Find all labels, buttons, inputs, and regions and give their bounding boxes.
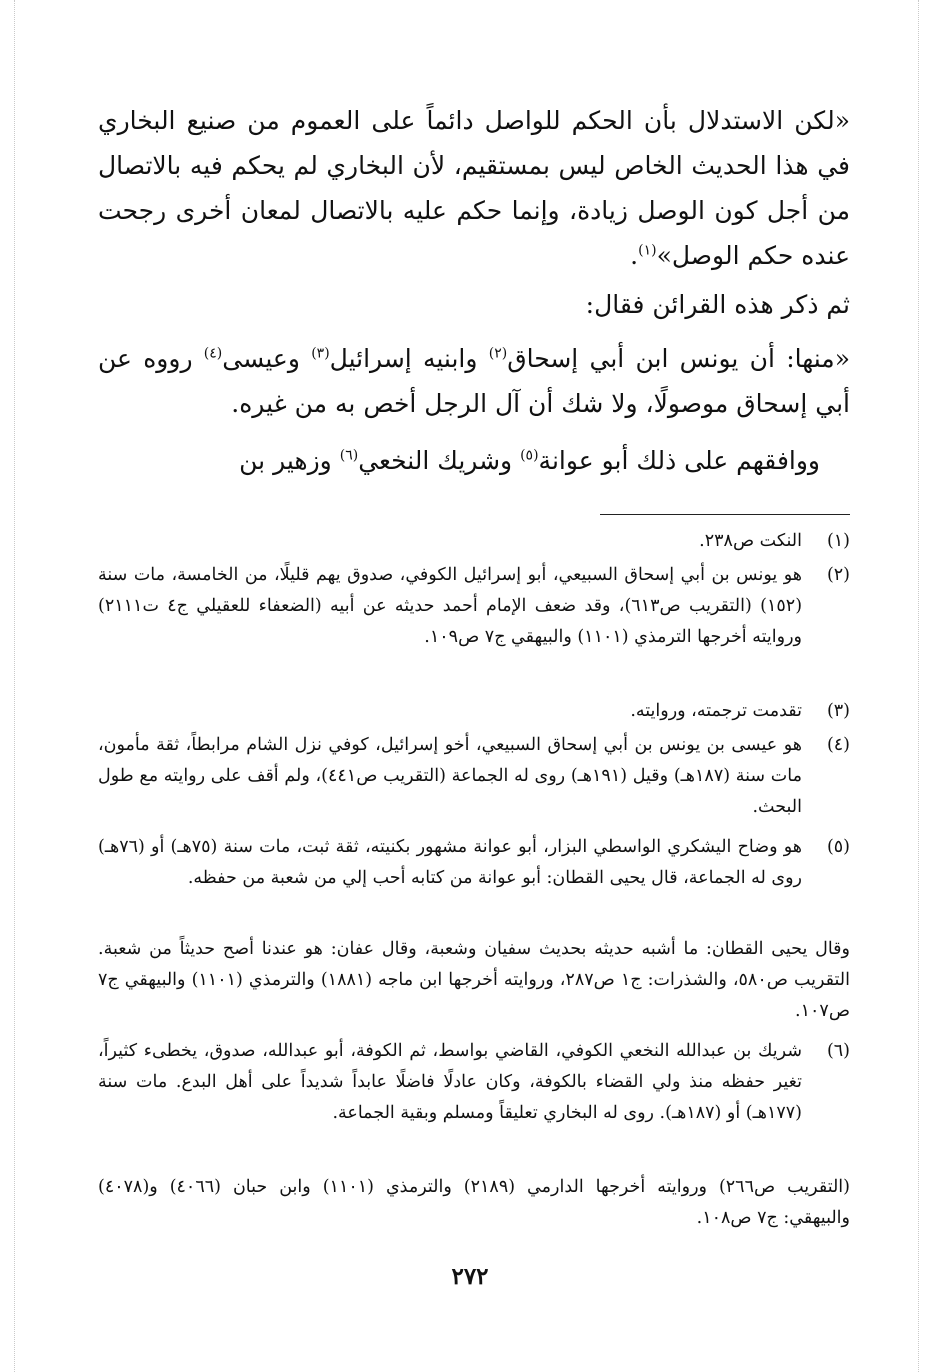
footnote-ref-5[interactable]: (٥) xyxy=(520,447,539,464)
footnote-text: هو يونس بن أبي إسحاق السبيعي، أبو إسرائيل الكوفي، صدوق يهم قليلًا، من الخامسة، مات سنة (١٥٢) (التقريب ص٦١٣)، وقد ضعف الإمام أحمد حديثه عن أبيه (الضعفاء للعقيلي ج٤ ت٢١١١) وروايته أخرجها الترمذي (١١٠١) والبيهقي ج٧ ص١٠٩. xyxy=(98,565,803,647)
footnote-4 xyxy=(98,730,850,823)
evidence-text-b: وابنيه إسرائيل xyxy=(329,344,489,373)
quote-paragraph xyxy=(98,98,850,278)
footnote-5-continued xyxy=(98,934,850,1027)
footnote-text: شريك بن عبدالله النخعي الكوفي، القاضي بواسط، ثم الكوفة، أبو عبدالله، صدوق، يخطىء كثيراً، تغير حفظه منذ ولي القضاء بالكوفة، وكان عادلًا فاضلًا عابداً شديداً على أهل البدع. مات سنة (١٧٧هـ) أو (١٨٧هـ). روى له البخاري تعليقاً ومسلم وبقية الجماعة. xyxy=(98,1041,802,1123)
footnote-number: (٥) xyxy=(826,837,850,857)
footnote-number: (٣) xyxy=(826,701,850,721)
footnote-1 xyxy=(98,526,850,557)
footnote-text: تقدمت ترجمته، وروايته. xyxy=(630,701,802,721)
footnote-ref-2[interactable]: (٢) xyxy=(488,345,508,362)
footnote-ref-1[interactable]: (١) xyxy=(638,242,657,259)
footnote-number: (٤) xyxy=(826,735,850,755)
continuation-text-c: وزهير بن xyxy=(239,446,340,475)
quote-end: . xyxy=(630,241,639,270)
footnote-text: النكت ص٢٣٨. xyxy=(699,531,802,551)
footnote-separator xyxy=(600,514,850,515)
footnote-ref-4[interactable]: (٤) xyxy=(203,345,223,362)
continuation-text-a: ووافقهم على ذلك أبو عوانة xyxy=(538,446,820,475)
quote-text: «لكن الاستدلال بأن الحكم للواصل دائماً على العموم من صنيع البخاري في هذا الحديث الخاص ليس بمستقيم، لأن البخاري لم يحكم فيه بالاتصال من أجل كون الوصل زيادة، وإنما حكم عليه بالاتصال لمعان أخرى رجحت عنده حكم الوصل» xyxy=(98,106,850,270)
right-margin-guide xyxy=(918,0,919,1372)
book-page xyxy=(90,86,850,1346)
evidence-text-d: رووه عن أبي إسحاق موصولًا، ولا شك أن آل الرجل أخص به من غيره. xyxy=(98,344,850,418)
evidence-text-c: وعيسى xyxy=(222,344,312,373)
footnote-text: هو وضاح اليشكري الواسطي البزار، أبو عوانة مشهور بكنيته، ثقة ثبت، مات سنة (٧٥هـ) أو (٧٦هـ) روى له الجماعة، قال يحيى القطان: أبو عوانة من كتابه أحب إلي من شعبة من حفظه. xyxy=(98,837,802,888)
footnote-6 xyxy=(98,1036,850,1129)
footnote-text: (التقريب ص٢٦٦) وروايته أخرجها الدارمي (٢١٨٩) والترمذي (١١٠١) وابن حبان (٤٠٦٦) و(٤٠٧٨) والبيهقي: ج٧ ص١٠٨. xyxy=(98,1177,850,1228)
footnote-number: (٢) xyxy=(826,565,850,585)
intro-text: ثم ذكر هذه القرائن فقال: xyxy=(585,290,850,319)
continuation-paragraph xyxy=(98,438,850,483)
intro-paragraph xyxy=(98,282,850,327)
left-margin-guide xyxy=(14,0,15,1372)
footnote-3 xyxy=(98,696,850,727)
evidence-paragraph xyxy=(98,336,850,426)
footnote-5 xyxy=(98,832,850,894)
footnote-number: (١) xyxy=(826,531,850,551)
footnote-text: هو عيسى بن يونس بن أبي إسحاق السبيعي، أخو إسرائيل، كوفي نزل الشام مرابطاً، ثقة مأمون، مات سنة (١٨٧هـ) وقيل (١٩١هـ) روى له الجماعة (التقريب ص٤٤١)، ولم أقف على روايته مع طول البحث. xyxy=(98,735,802,817)
evidence-text-a: «منها: أن يونس ابن أبي إسحاق xyxy=(507,344,850,373)
footnote-6-continued xyxy=(98,1172,850,1234)
footnote-number: (٦) xyxy=(826,1041,850,1061)
page-number: ٢٧٢ xyxy=(451,1263,489,1290)
footnote-2 xyxy=(98,560,850,653)
footnote-text: وقال يحيى القطان: ما أشبه حديثه بحديث سفيان وشعبة، وقال عفان: هو عندنا أصح حديثاً من شعبة. التقريب ص٥٨٠، والشذرات: ج١ ص٢٨٧، وروايته أخرجها ابن ماجه (١٨٨١) والترمذي (١١٠١) والبيهقي ج٧ ص١٠٧. xyxy=(98,939,850,1021)
footnote-ref-6[interactable]: (٦) xyxy=(339,447,359,464)
continuation-text-b: وشريك النخعي xyxy=(358,446,521,475)
footnote-ref-3[interactable]: (٣) xyxy=(311,345,330,362)
